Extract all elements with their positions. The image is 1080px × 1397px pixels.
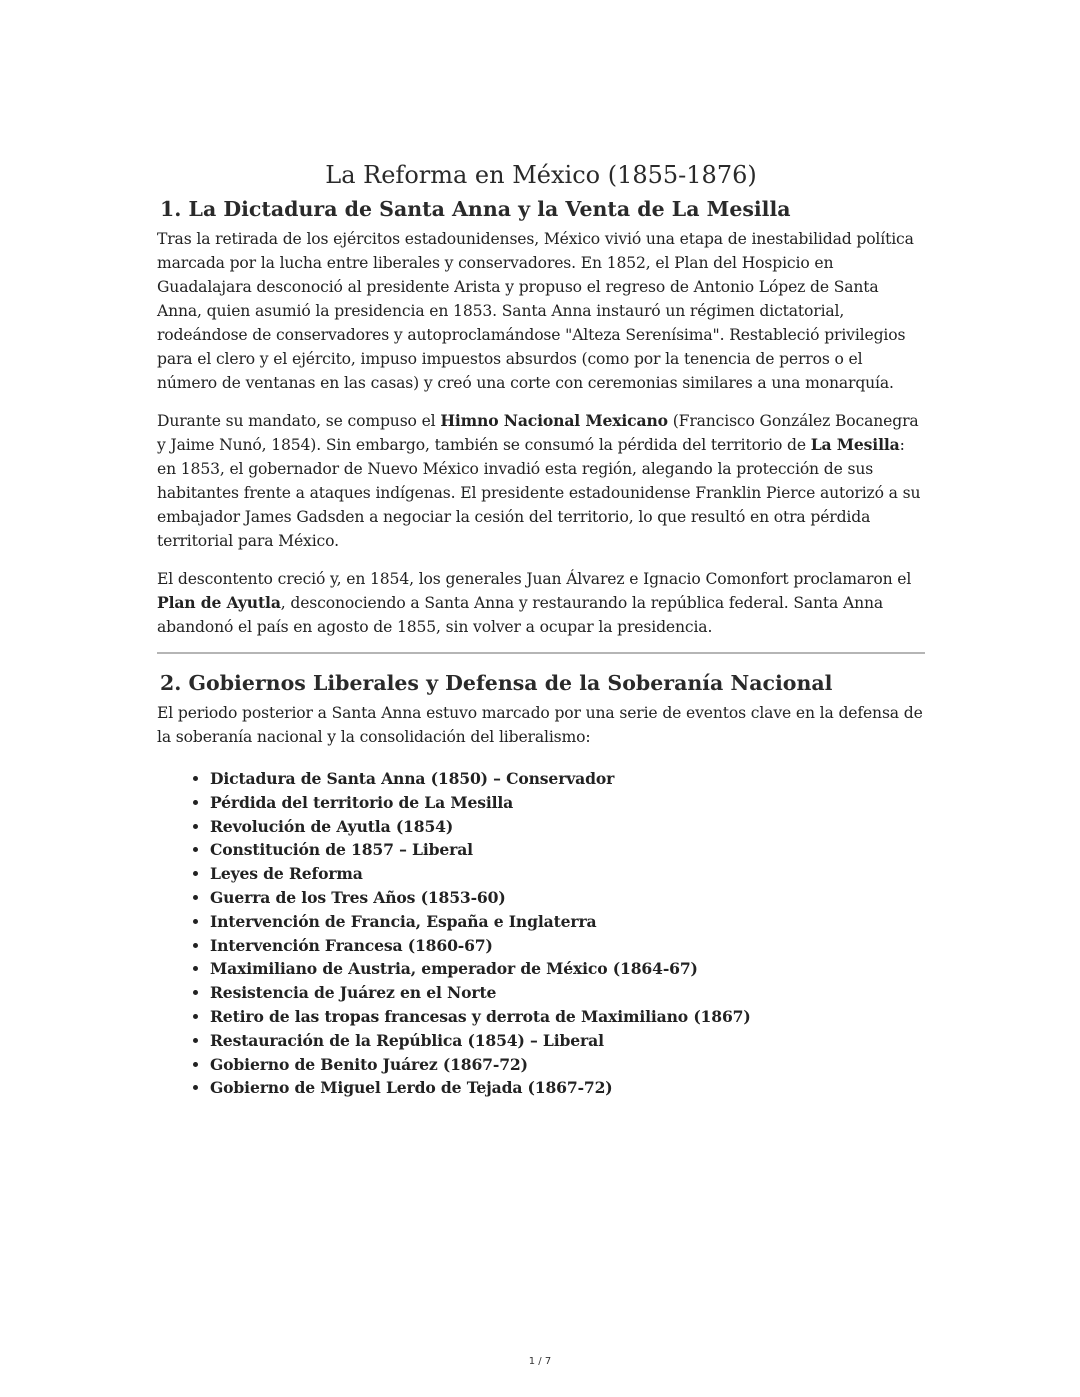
bold-text: Plan de Ayutla bbox=[157, 593, 281, 612]
list-item: • Restauración de la República (1854) – Liberal bbox=[210, 1029, 925, 1053]
list-item: • Dictadura de Santa Anna (1850) – Conservador bbox=[210, 767, 925, 791]
text: : en 1853, el gobernador de Nuevo México invadió esta región, alegando la protección de sus habitantes frente a ataques indígenas. El presidente estadounidense Franklin Pierce autorizó a su embajador James Gadsden a negociar la cesión del territorio, lo que resultó en otra pérdida territorial para México. bbox=[157, 436, 921, 550]
text: , desconociendo a Santa Anna y restaurando la república federal. Santa Anna abandonó el país en agosto de 1855, sin volver a ocupar la presidencia. bbox=[157, 594, 884, 636]
section-1-paragraph-3 bbox=[157, 567, 925, 639]
list-item: • Intervención Francesa (1860-67) bbox=[210, 934, 925, 958]
section-2-intro: El periodo posterior a Santa Anna estuvo marcado por una serie de eventos clave en la defensa de la soberanía nacional y la consolidación del liberalismo: bbox=[157, 704, 923, 746]
section-1-heading: 1. La Dictadura de Santa Anna y la Venta de La Mesilla bbox=[160, 197, 791, 221]
text: El descontento creció y, en 1854, los generales Juan Álvarez e Ignacio Comonfort proclamaron el bbox=[157, 570, 912, 588]
list-item: • Retiro de las tropas francesas y derrota de Maximiliano (1867) bbox=[210, 1005, 925, 1029]
list-item: • Maximiliano de Austria, emperador de México (1864-67) bbox=[210, 957, 925, 981]
bold-text: La Mesilla bbox=[810, 435, 900, 454]
section-2-heading: 2. Gobiernos Liberales y Defensa de la Soberanía Nacional bbox=[160, 671, 833, 695]
document-page bbox=[157, 158, 925, 1100]
text: (Francisco González Bocanegra y Jaime Nunó, 1854). Sin embargo, también se consumó la pérdida del territorio de bbox=[157, 412, 919, 454]
events-list bbox=[157, 767, 925, 1100]
text: Durante su mandato, se compuso el bbox=[157, 412, 441, 430]
list-item: • Intervención de Francia, España e Inglaterra bbox=[210, 910, 925, 934]
section-divider bbox=[157, 652, 925, 654]
list-item: • Gobierno de Miguel Lerdo de Tejada (1867-72) bbox=[210, 1076, 925, 1100]
bold-text: Himno Nacional Mexicano bbox=[440, 411, 668, 430]
list-item: • Leyes de Reforma bbox=[210, 862, 925, 886]
list-item: • Constitución de 1857 – Liberal bbox=[210, 838, 925, 862]
section-1-paragraph-1: Tras la retirada de los ejércitos estadounidenses, México vivió una etapa de inestabilidad política marcada por la lucha entre liberales y conservadores. En 1852, el Plan del Hospicio en Guadalajara desconoció al presidente Arista y propuso el regreso de Antonio López de Santa Anna, quien asumió la presidencia en 1853. Santa Anna instauró un régimen dictatorial, rodeándose de conservadores y autoproclamándose "Alteza Serenísima". Restableció privilegios para el clero y el ejército, impuso impuestos absurdos (como por la tenencia de perros o el número de ventanas en las casas) y creó una corte con ceremonias similares a una monarquía. bbox=[157, 230, 914, 392]
document-title: La Reforma en México (1855-1876) bbox=[325, 161, 757, 189]
section-1-paragraph-2 bbox=[157, 409, 925, 553]
page-indicator: 1 / 7 bbox=[528, 1356, 552, 1367]
list-item: • Gobierno de Benito Juárez (1867-72) bbox=[210, 1053, 925, 1077]
list-item: • Pérdida del territorio de La Mesilla bbox=[210, 791, 925, 815]
list-item: • Guerra de los Tres Años (1853-60) bbox=[210, 886, 925, 910]
list-item: • Resistencia de Juárez en el Norte bbox=[210, 981, 925, 1005]
list-item: • Revolución de Ayutla (1854) bbox=[210, 815, 925, 839]
